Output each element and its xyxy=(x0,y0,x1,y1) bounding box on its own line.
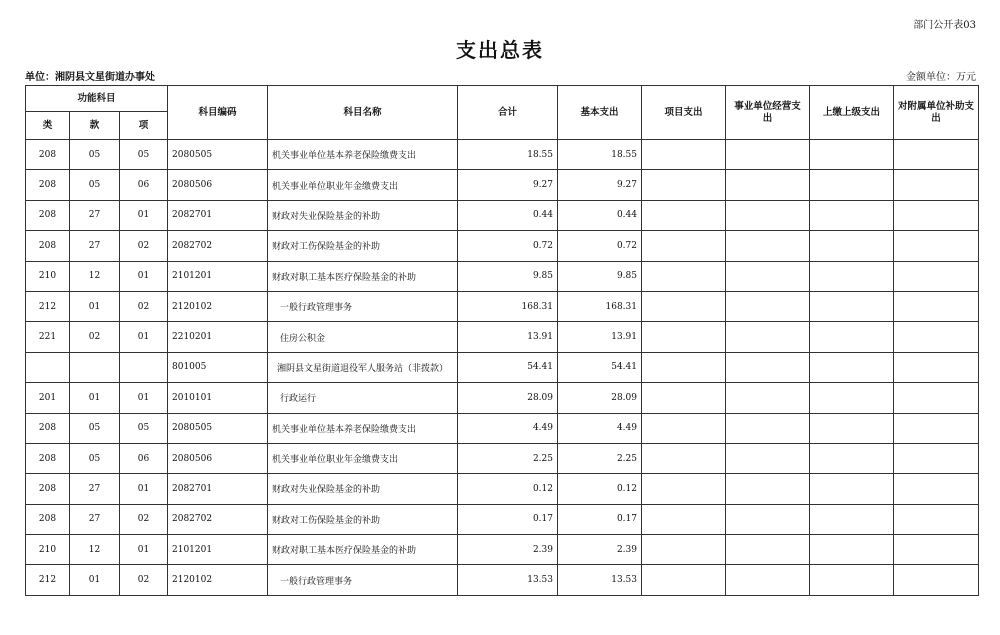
cell-public-inst xyxy=(726,261,810,291)
cell-public-inst xyxy=(726,383,810,413)
cell-project xyxy=(642,443,726,473)
cell-subject-code: 2082701 xyxy=(168,474,268,504)
cell-total: 2.25 xyxy=(458,443,558,473)
cell-public-inst xyxy=(726,291,810,321)
header-total: 合计 xyxy=(458,86,558,140)
cell-subject-code: 2080506 xyxy=(168,443,268,473)
cell-class: 208 xyxy=(26,231,70,261)
header-class: 类 xyxy=(26,112,70,140)
cell-basic: 18.55 xyxy=(558,140,642,170)
header-kuan: 款 xyxy=(70,112,120,140)
cell-class: 208 xyxy=(26,504,70,534)
cell-subject-code: 2080506 xyxy=(168,170,268,200)
cell-public-inst xyxy=(726,504,810,534)
cell-subject-name: 财政对职工基本医疗保险基金的补助 xyxy=(268,261,458,291)
cell-total: 168.31 xyxy=(458,291,558,321)
cell-basic: 0.44 xyxy=(558,200,642,230)
cell-xiang: 02 xyxy=(120,231,168,261)
cell-project xyxy=(642,352,726,382)
cell-class: 201 xyxy=(26,383,70,413)
cell-upper-pay xyxy=(810,535,894,565)
cell-kuan: 01 xyxy=(70,291,120,321)
header-subsidiary: 对附属单位补助支出 xyxy=(894,86,979,140)
cell-total: 0.72 xyxy=(458,231,558,261)
cell-public-inst xyxy=(726,322,810,352)
cell-subsidiary xyxy=(894,231,979,261)
header-public-inst: 事业单位经营支出 xyxy=(726,86,810,140)
cell-subsidiary xyxy=(894,261,979,291)
cell-subsidiary xyxy=(894,504,979,534)
cell-public-inst xyxy=(726,413,810,443)
cell-upper-pay xyxy=(810,170,894,200)
cell-total: 9.85 xyxy=(458,261,558,291)
cell-subject-name: 机关事业单位基本养老保险缴费支出 xyxy=(268,413,458,443)
table-row xyxy=(26,291,979,321)
header-func-subject: 功能科目 xyxy=(26,86,168,112)
cell-total: 4.49 xyxy=(458,413,558,443)
cell-upper-pay xyxy=(810,291,894,321)
cell-total: 13.91 xyxy=(458,322,558,352)
cell-total: 0.12 xyxy=(458,474,558,504)
cell-total: 9.27 xyxy=(458,170,558,200)
cell-xiang: 05 xyxy=(120,413,168,443)
header-upper-pay: 上缴上级支出 xyxy=(810,86,894,140)
cell-subject-code: 801005 xyxy=(168,352,268,382)
cell-subject-code: 2101201 xyxy=(168,261,268,291)
cell-subsidiary xyxy=(894,413,979,443)
cell-subject-name: 财政对失业保险基金的补助 xyxy=(268,474,458,504)
cell-basic: 0.72 xyxy=(558,231,642,261)
table-row xyxy=(26,200,979,230)
cell-subject-code: 2082701 xyxy=(168,200,268,230)
cell-subsidiary xyxy=(894,535,979,565)
cell-total: 0.44 xyxy=(458,200,558,230)
cell-public-inst xyxy=(726,200,810,230)
cell-project xyxy=(642,291,726,321)
cell-project xyxy=(642,140,726,170)
form-code: 部门公开表03 xyxy=(913,20,976,31)
cell-upper-pay xyxy=(810,565,894,595)
cell-xiang: 06 xyxy=(120,443,168,473)
table-row xyxy=(26,535,979,565)
cell-basic: 0.12 xyxy=(558,474,642,504)
table-row xyxy=(26,231,979,261)
cell-subject-name: 机关事业单位职业年金缴费支出 xyxy=(268,170,458,200)
cell-public-inst xyxy=(726,170,810,200)
table-row xyxy=(26,170,979,200)
cell-xiang: 02 xyxy=(120,565,168,595)
cell-basic: 0.17 xyxy=(558,504,642,534)
cell-class: 208 xyxy=(26,170,70,200)
cell-xiang: 02 xyxy=(120,504,168,534)
cell-class: 208 xyxy=(26,413,70,443)
cell-project xyxy=(642,565,726,595)
table-row xyxy=(26,352,979,382)
expenditure-table xyxy=(25,85,979,596)
cell-subject-name: 机关事业单位职业年金缴费支出 xyxy=(268,443,458,473)
cell-subject-name: 财政对工伤保险基金的补助 xyxy=(268,504,458,534)
cell-subsidiary xyxy=(894,140,979,170)
cell-upper-pay xyxy=(810,383,894,413)
cell-xiang: 06 xyxy=(120,170,168,200)
cell-xiang xyxy=(120,352,168,382)
cell-total: 13.53 xyxy=(458,565,558,595)
cell-subject-code: 2082702 xyxy=(168,504,268,534)
table-row xyxy=(26,383,979,413)
cell-xiang: 05 xyxy=(120,140,168,170)
cell-project xyxy=(642,170,726,200)
amount-unit: 金额单位：万元 xyxy=(906,72,976,83)
cell-upper-pay xyxy=(810,474,894,504)
cell-project xyxy=(642,504,726,534)
cell-subject-name: 湘阴县文星街道退役军人服务站（非拨款） xyxy=(268,352,458,382)
cell-xiang: 01 xyxy=(120,535,168,565)
cell-upper-pay xyxy=(810,443,894,473)
cell-kuan: 01 xyxy=(70,383,120,413)
cell-class: 208 xyxy=(26,474,70,504)
table-row xyxy=(26,565,979,595)
cell-class: 208 xyxy=(26,443,70,473)
header-subject-code: 科目编码 xyxy=(168,86,268,140)
cell-basic: 2.25 xyxy=(558,443,642,473)
cell-subsidiary xyxy=(894,443,979,473)
cell-kuan: 27 xyxy=(70,474,120,504)
cell-subsidiary xyxy=(894,322,979,352)
table-row xyxy=(26,261,979,291)
cell-public-inst xyxy=(726,535,810,565)
cell-xiang: 01 xyxy=(120,474,168,504)
cell-project xyxy=(642,535,726,565)
table-row xyxy=(26,140,979,170)
cell-subject-code: 2082702 xyxy=(168,231,268,261)
cell-basic: 54.41 xyxy=(558,352,642,382)
cell-xiang: 02 xyxy=(120,291,168,321)
header-project: 项目支出 xyxy=(642,86,726,140)
cell-upper-pay xyxy=(810,231,894,261)
cell-subsidiary xyxy=(894,352,979,382)
cell-class: 210 xyxy=(26,261,70,291)
cell-subject-code: 2080505 xyxy=(168,413,268,443)
cell-public-inst xyxy=(726,565,810,595)
cell-subject-code: 2010101 xyxy=(168,383,268,413)
cell-subsidiary xyxy=(894,200,979,230)
cell-project xyxy=(642,261,726,291)
cell-total: 2.39 xyxy=(458,535,558,565)
cell-subject-name: 住房公积金 xyxy=(268,322,458,352)
cell-basic: 2.39 xyxy=(558,535,642,565)
cell-kuan: 12 xyxy=(70,535,120,565)
cell-kuan: 05 xyxy=(70,413,120,443)
table-row xyxy=(26,443,979,473)
cell-class: 208 xyxy=(26,140,70,170)
cell-project xyxy=(642,413,726,443)
header-basic: 基本支出 xyxy=(558,86,642,140)
cell-subsidiary xyxy=(894,291,979,321)
cell-total: 54.41 xyxy=(458,352,558,382)
cell-xiang: 01 xyxy=(120,383,168,413)
cell-kuan: 05 xyxy=(70,140,120,170)
cell-project xyxy=(642,383,726,413)
cell-class: 208 xyxy=(26,200,70,230)
cell-public-inst xyxy=(726,352,810,382)
cell-kuan: 27 xyxy=(70,504,120,534)
cell-subject-name: 一般行政管理事务 xyxy=(268,565,458,595)
cell-basic: 28.09 xyxy=(558,383,642,413)
table-row xyxy=(26,322,979,352)
cell-subject-name: 财政对失业保险基金的补助 xyxy=(268,200,458,230)
table-row xyxy=(26,504,979,534)
cell-xiang: 01 xyxy=(120,322,168,352)
cell-subject-name: 行政运行 xyxy=(268,383,458,413)
cell-upper-pay xyxy=(810,261,894,291)
cell-basic: 13.53 xyxy=(558,565,642,595)
cell-kuan xyxy=(70,352,120,382)
cell-subject-code: 2210201 xyxy=(168,322,268,352)
cell-kuan: 01 xyxy=(70,565,120,595)
header-xiang: 项 xyxy=(120,112,168,140)
cell-class: 212 xyxy=(26,565,70,595)
cell-subsidiary xyxy=(894,565,979,595)
cell-xiang: 01 xyxy=(120,261,168,291)
cell-subject-code: 2101201 xyxy=(168,535,268,565)
cell-upper-pay xyxy=(810,140,894,170)
cell-basic: 9.27 xyxy=(558,170,642,200)
cell-subject-code: 2120102 xyxy=(168,291,268,321)
cell-subsidiary xyxy=(894,170,979,200)
cell-class: 210 xyxy=(26,535,70,565)
cell-public-inst xyxy=(726,231,810,261)
cell-project xyxy=(642,200,726,230)
cell-subject-code: 2120102 xyxy=(168,565,268,595)
cell-upper-pay xyxy=(810,200,894,230)
cell-class xyxy=(26,352,70,382)
header-subject-name: 科目名称 xyxy=(268,86,458,140)
cell-class: 212 xyxy=(26,291,70,321)
cell-upper-pay xyxy=(810,504,894,534)
cell-project xyxy=(642,322,726,352)
cell-subsidiary xyxy=(894,383,979,413)
cell-project xyxy=(642,474,726,504)
unit-name: 单位：湘阴县文星街道办事处 xyxy=(25,72,155,83)
cell-basic: 4.49 xyxy=(558,413,642,443)
cell-kuan: 27 xyxy=(70,231,120,261)
cell-upper-pay xyxy=(810,352,894,382)
cell-kuan: 02 xyxy=(70,322,120,352)
table-row xyxy=(26,413,979,443)
cell-subject-name: 一般行政管理事务 xyxy=(268,291,458,321)
cell-kuan: 12 xyxy=(70,261,120,291)
cell-subsidiary xyxy=(894,474,979,504)
cell-kuan: 05 xyxy=(70,443,120,473)
cell-basic: 168.31 xyxy=(558,291,642,321)
cell-total: 18.55 xyxy=(458,140,558,170)
cell-kuan: 05 xyxy=(70,170,120,200)
cell-subject-name: 财政对职工基本医疗保险基金的补助 xyxy=(268,535,458,565)
cell-kuan: 27 xyxy=(70,200,120,230)
cell-subject-name: 财政对工伤保险基金的补助 xyxy=(268,231,458,261)
cell-subject-code: 2080505 xyxy=(168,140,268,170)
cell-upper-pay xyxy=(810,322,894,352)
cell-upper-pay xyxy=(810,413,894,443)
cell-basic: 9.85 xyxy=(558,261,642,291)
cell-basic: 13.91 xyxy=(558,322,642,352)
table-row xyxy=(26,474,979,504)
cell-subject-name: 机关事业单位基本养老保险缴费支出 xyxy=(268,140,458,170)
cell-project xyxy=(642,231,726,261)
cell-public-inst xyxy=(726,443,810,473)
cell-public-inst xyxy=(726,140,810,170)
cell-class: 221 xyxy=(26,322,70,352)
cell-xiang: 01 xyxy=(120,200,168,230)
cell-total: 0.17 xyxy=(458,504,558,534)
cell-total: 28.09 xyxy=(458,383,558,413)
cell-public-inst xyxy=(726,474,810,504)
page-title: 支出总表 xyxy=(456,38,544,62)
